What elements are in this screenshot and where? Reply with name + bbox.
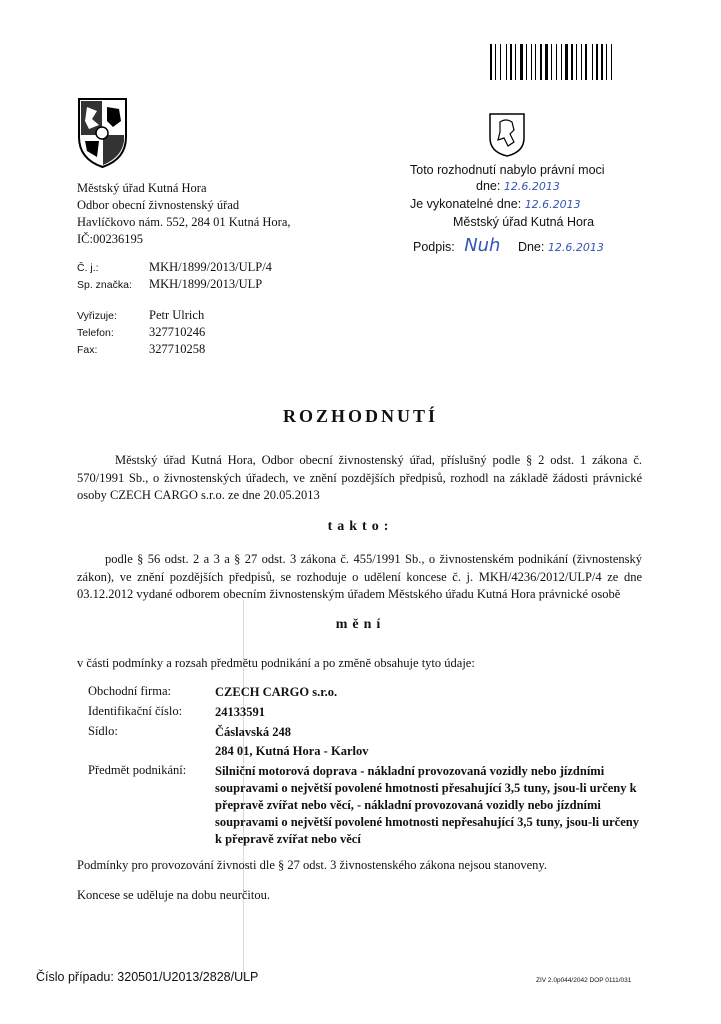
ref-vyrizuje-label: Vyřizuje: (77, 310, 117, 322)
city-crest-icon (77, 97, 128, 169)
state-emblem-icon (488, 112, 526, 158)
label-firma: Obchodní firma: (88, 684, 171, 698)
ref-fax-label: Fax: (77, 344, 98, 356)
value-sidlo-street: Čáslavská 248 (215, 725, 292, 739)
handwritten-signature: Nuh (464, 235, 501, 256)
meni-heading: mění (335, 617, 386, 632)
barcode (489, 44, 671, 80)
office-department: Odbor obecní živnostenský úřad (77, 198, 240, 212)
label-ic: Identifikační číslo: (88, 704, 183, 718)
stamp-podpis-label: Podpis: (413, 240, 455, 254)
decision-paragraph: podle § 56 odst. 2 a 3 a § 27 odst. 3 zákona č. 455/1991 Sb., o živnostenském podnikání (živnostenský zákon), ve znění pozdějších předpisů, se rozhoduje o udělení koncese č. j. MKH/4236/2012/ULP/4 ze dne 03.12.2012 vydané odborem obecním živnostenským úřadem Městského úřadu Kutná Hora právnické osobě (77, 552, 642, 601)
ref-fax (77, 342, 205, 357)
value-predmet: Silniční motorová doprava - nákladní provozovaná vozidly nebo jízdními soupravami o největší povolené hmotnosti přesahující 3,5 tuny, jsou-li určeny k přepravě zvířat nebo věcí, - nákladní provozovaná vozidly nebo jízdními soupravami o největší povolené hmotnosti nepřesahující 3,5 tuny, jsou-li určeny k přepravě zvířat nebo věcí (215, 764, 639, 846)
ref-telefon-value: 327710246 (149, 325, 206, 339)
case-number: Číslo případu: 320501/U2013/2828/ULP (36, 970, 259, 984)
ref-vyrizuje (77, 308, 204, 323)
stamp-signature-row (413, 235, 604, 256)
ref-vyrizuje-value: Petr Ulrich (149, 308, 205, 322)
value-sidlo-city: 284 01, Kutná Hora - Karlov (215, 744, 369, 758)
intro-paragraph: Městský úřad Kutná Hora, Odbor obecní živnostenský úřad, příslušný podle § 2 odst. 1 zákona č. 570/1991 Sb., o živnostenských úřadech, ve znění pozdějších předpisů, rozhodl na základě žádosti právnické osoby CZECH CARGO s.r.o. ze dne 20.05.2013 (77, 453, 642, 502)
stamp-dne2-label: Dne: (517, 240, 545, 254)
office-street: Havlíčkovo nám. 552, 284 01 Kutná Hora, (77, 215, 291, 229)
ref-sp-value: MKH/1899/2013/ULP (149, 277, 263, 291)
ref-cj-value: MKH/1899/2013/ULP/4 (149, 260, 272, 274)
label-predmet: Předmět podnikání: (88, 763, 187, 777)
stamp-dne-value: 12.6.2013 (503, 180, 560, 193)
label-sidlo: Sídlo: (88, 724, 118, 738)
ref-sp-label: Sp. značka: (77, 279, 132, 291)
stamp-dne (476, 179, 560, 193)
stamp-vykonatelne (410, 197, 581, 211)
office-address (77, 180, 291, 248)
ref-fax-value: 327710258 (149, 342, 206, 356)
value-ic: 24133591 (215, 705, 265, 719)
ref-cj-label: Č. j.: (77, 262, 99, 274)
stamp-office: Městský úřad Kutná Hora (453, 215, 595, 229)
stamp-vykonatelne-value: 12.6.2013 (524, 198, 581, 211)
document-title: ROZHODNUTÍ (282, 406, 438, 426)
stamp-dne-label: dne: (476, 179, 501, 193)
office-name: Městský úřad Kutná Hora (77, 181, 207, 195)
duration-paragraph: Koncese se uděluje na dobu neurčitou. (77, 888, 270, 902)
ref-sp (77, 277, 262, 292)
stamp-vykonatelne-label: Je vykonatelné dne: (410, 197, 522, 211)
stamp-dne2-value: 12.6.2013 (547, 241, 604, 254)
ref-cj (77, 260, 272, 275)
ref-telefon (77, 325, 205, 340)
value-firma: CZECH CARGO s.r.o. (215, 685, 338, 699)
form-code: ZIV 2.0p044/2042 DOP 0111/031 (536, 977, 632, 984)
conditions-paragraph: Podmínky pro provozování živnosti dle § 27 odst. 3 živnostenského zákona nejsou stanoveny. (77, 858, 547, 872)
ref-telefon-label: Telefon: (77, 327, 114, 339)
changes-intro: v části podmínky a rozsah předmětu podnikání a po změně obsahuje tyto údaje: (77, 656, 475, 670)
office-ico: IČ:00236195 (77, 232, 143, 246)
takto-heading: takto: (327, 519, 394, 534)
stamp-legal-force: Toto rozhodnutí nabylo právní moci (410, 163, 605, 177)
